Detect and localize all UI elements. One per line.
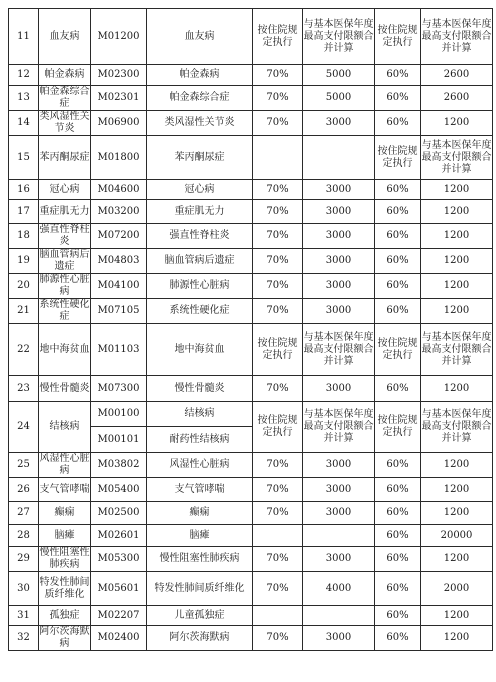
disease-name-cell: 苯丙酮尿症 — [147, 136, 253, 180]
disease-category-cell: 苯丙酮尿症 — [39, 136, 91, 180]
disease-code-cell: M02500 — [91, 502, 147, 525]
special-disease-table — [8, 8, 493, 651]
reimbursement-ratio-cell: 70% — [253, 478, 303, 502]
table-row — [9, 626, 493, 651]
disease-code-cell: M02301 — [91, 86, 147, 111]
reimbursement-ratio-cell: 70% — [253, 65, 303, 86]
payment-limit-2-cell: 2600 — [421, 65, 493, 86]
payment-limit-2-cell: 20000 — [421, 525, 493, 547]
reimbursement-ratio-cell: 按住院规定执行 — [253, 402, 303, 453]
table-body — [9, 9, 493, 651]
row-number-cell: 16 — [9, 180, 39, 200]
disease-name-cell: 冠心病 — [147, 180, 253, 200]
disease-code-cell: M02207 — [91, 606, 147, 626]
reimbursement-ratio-2-cell: 60% — [375, 572, 421, 606]
disease-name-cell: 癫痫 — [147, 502, 253, 525]
reimbursement-ratio-2-cell: 60% — [375, 626, 421, 651]
row-number-cell: 27 — [9, 502, 39, 525]
disease-name-cell: 支气管哮喘 — [147, 478, 253, 502]
payment-limit-2-cell: 2600 — [421, 86, 493, 111]
row-number-cell: 21 — [9, 299, 39, 324]
row-number-cell: 23 — [9, 376, 39, 402]
payment-limit-cell — [303, 606, 375, 626]
row-number-cell: 18 — [9, 224, 39, 249]
disease-category-cell: 血友病 — [39, 9, 91, 65]
table-row — [9, 402, 493, 427]
disease-category-cell: 风湿性心脏病 — [39, 453, 90, 476]
payment-limit-2-cell: 1200 — [421, 224, 493, 249]
payment-limit-2-cell: 1200 — [421, 626, 493, 651]
disease-code-cell: M02601 — [91, 525, 147, 547]
disease-name-cell: 强直性脊柱炎 — [147, 224, 253, 249]
disease-name-cell: 风湿性心脏病 — [147, 453, 253, 478]
row-number-cell: 12 — [9, 65, 39, 86]
table-row — [9, 502, 493, 525]
reimbursement-ratio-cell: 70% — [253, 547, 303, 572]
reimbursement-ratio-cell — [253, 606, 303, 626]
payment-limit-2-cell: 1200 — [421, 502, 493, 525]
disease-category-cell: 支气管哮喘 — [39, 478, 91, 502]
disease-category-cell: 类风湿性关节炎 — [39, 111, 90, 134]
disease-category-cell: 慢性骨髓炎 — [39, 376, 91, 402]
disease-code-cell: M01103 — [91, 324, 147, 376]
table-row — [9, 274, 493, 299]
row-number-cell: 26 — [9, 478, 39, 502]
reimbursement-ratio-2-cell: 60% — [375, 525, 421, 547]
payment-limit-cell: 3000 — [303, 249, 375, 274]
disease-name-cell: 慢性阻塞性肺疾病 — [147, 547, 253, 572]
disease-category-cell: 孤独症 — [39, 606, 91, 626]
disease-code-cell: M01200 — [91, 9, 147, 65]
row-number-cell: 29 — [9, 547, 39, 572]
payment-limit-2-cell: 1200 — [421, 376, 493, 402]
reimbursement-ratio-2-cell: 60% — [375, 606, 421, 626]
disease-category-cell: 特发性肺间质纤维化 — [39, 572, 91, 606]
table-row — [9, 65, 493, 86]
table-row — [9, 376, 493, 402]
disease-name-cell: 结核病 — [147, 402, 253, 427]
disease-name-cell: 类风湿性关节炎 — [147, 111, 253, 136]
reimbursement-ratio-cell: 70% — [253, 274, 303, 299]
reimbursement-ratio-cell: 70% — [253, 376, 303, 402]
reimbursement-ratio-cell: 70% — [253, 86, 303, 111]
table-row — [9, 9, 493, 65]
payment-limit-cell: 5000 — [303, 86, 375, 111]
table-row — [9, 478, 493, 502]
disease-code-cell: M02400 — [91, 626, 147, 651]
reimbursement-ratio-2-cell: 60% — [375, 249, 421, 274]
payment-limit-cell: 3000 — [303, 547, 375, 572]
disease-name-cell: 特发性肺间质纤维化 — [147, 572, 253, 606]
disease-name-cell: 耐药性结核病 — [147, 427, 253, 453]
reimbursement-ratio-cell: 按住院规定执行 — [253, 324, 303, 376]
row-number-cell: 25 — [9, 453, 39, 478]
reimbursement-ratio-cell: 70% — [253, 249, 303, 274]
reimbursement-ratio-2-cell: 60% — [375, 65, 421, 86]
disease-name-cell: 系统性硬化症 — [147, 299, 253, 324]
disease-name-cell: 儿童孤独症 — [147, 606, 253, 626]
disease-code-cell: M00100 — [91, 402, 147, 427]
row-number-cell: 32 — [9, 626, 39, 651]
reimbursement-ratio-cell: 70% — [253, 224, 303, 249]
disease-code-cell: M03802 — [91, 453, 147, 478]
payment-limit-cell: 3000 — [303, 502, 375, 525]
reimbursement-ratio-2-cell: 按住院规定执行 — [375, 324, 421, 376]
payment-limit-cell: 与基本医保年度最高支付限额合并计算 — [303, 324, 375, 376]
disease-code-cell: M04803 — [91, 249, 147, 274]
table-row — [9, 224, 493, 249]
payment-limit-cell: 5000 — [303, 65, 375, 86]
disease-code-cell: M07200 — [91, 224, 147, 249]
row-number-cell: 30 — [9, 572, 39, 606]
reimbursement-ratio-2-cell: 60% — [375, 274, 421, 299]
payment-limit-cell: 3000 — [303, 376, 375, 402]
disease-code-cell: M06900 — [91, 111, 147, 136]
payment-limit-2-cell: 1200 — [421, 478, 493, 502]
reimbursement-ratio-cell: 70% — [253, 453, 303, 478]
disease-category-cell: 脑血管病后遗症 — [39, 249, 90, 272]
disease-category-cell: 结核病 — [39, 402, 91, 453]
disease-name-cell: 肺源性心脏病 — [147, 274, 253, 299]
payment-limit-cell: 与基本医保年度最高支付限额合并计算 — [303, 402, 375, 453]
disease-code-cell: M02300 — [91, 65, 147, 86]
payment-limit-2-cell: 2000 — [421, 572, 493, 606]
reimbursement-ratio-cell: 70% — [253, 572, 303, 606]
reimbursement-ratio-2-cell: 60% — [375, 478, 421, 502]
row-number-cell: 28 — [9, 525, 39, 547]
payment-limit-2-cell: 1200 — [421, 111, 493, 136]
payment-limit-cell — [303, 525, 375, 547]
disease-name-cell: 阿尔茨海默病 — [147, 626, 253, 651]
reimbursement-ratio-cell: 70% — [253, 111, 303, 136]
payment-limit-cell: 3000 — [303, 200, 375, 224]
table-row — [9, 324, 493, 376]
table-row — [9, 453, 493, 478]
disease-category-cell: 阿尔茨海默病 — [39, 626, 90, 649]
payment-limit-2-cell: 1200 — [421, 606, 493, 626]
payment-limit-2-cell: 与基本医保年度最高支付限额合并计算 — [421, 324, 493, 376]
payment-limit-cell: 3000 — [303, 453, 375, 478]
table-row — [9, 572, 493, 606]
payment-limit-2-cell: 1200 — [421, 274, 493, 299]
row-number-cell: 17 — [9, 200, 39, 224]
payment-limit-2-cell: 与基本医保年度最高支付限额合并计算 — [421, 136, 493, 180]
payment-limit-2-cell: 1200 — [421, 249, 493, 274]
table-row — [9, 111, 493, 136]
row-number-cell: 15 — [9, 136, 39, 180]
payment-limit-cell: 3000 — [303, 299, 375, 324]
disease-category-cell: 脑瘫 — [39, 525, 91, 547]
disease-name-cell: 血友病 — [147, 9, 253, 65]
row-number-cell: 22 — [9, 324, 39, 376]
payment-limit-cell: 3000 — [303, 224, 375, 249]
payment-limit-2-cell: 1200 — [421, 453, 493, 478]
reimbursement-ratio-cell: 按住院规定执行 — [253, 9, 303, 65]
table-row — [9, 180, 493, 200]
payment-limit-cell: 3000 — [303, 478, 375, 502]
payment-limit-cell: 4000 — [303, 572, 375, 606]
disease-name-cell: 脑瘫 — [147, 525, 253, 547]
reimbursement-ratio-2-cell: 60% — [375, 200, 421, 224]
payment-limit-2-cell: 1200 — [421, 180, 493, 200]
disease-name-cell: 地中海贫血 — [147, 324, 253, 376]
reimbursement-ratio-2-cell: 60% — [375, 224, 421, 249]
reimbursement-ratio-2-cell: 60% — [375, 111, 421, 136]
row-number-cell: 11 — [9, 9, 39, 65]
payment-limit-cell: 与基本医保年度最高支付限额合并计算 — [303, 9, 375, 65]
row-number-cell: 13 — [9, 86, 39, 111]
disease-category-cell: 系统性硬化症 — [39, 299, 90, 322]
reimbursement-ratio-2-cell: 60% — [375, 502, 421, 525]
disease-category-cell: 帕金森病 — [39, 65, 91, 86]
row-number-cell: 24 — [9, 402, 39, 453]
row-number-cell: 14 — [9, 111, 39, 136]
table-row — [9, 299, 493, 324]
disease-category-cell: 冠心病 — [39, 180, 91, 200]
disease-category-cell: 强直性脊柱炎 — [39, 224, 90, 247]
payment-limit-2-cell: 1200 — [421, 299, 493, 324]
table-row — [9, 86, 493, 111]
payment-limit-2-cell: 1200 — [421, 200, 493, 224]
payment-limit-2-cell: 与基本医保年度最高支付限额合并计算 — [421, 402, 493, 453]
payment-limit-cell: 3000 — [303, 626, 375, 651]
disease-code-cell: M05601 — [91, 572, 147, 606]
disease-name-cell: 帕金森病 — [147, 65, 253, 86]
reimbursement-ratio-cell — [253, 136, 303, 180]
reimbursement-ratio-2-cell: 按住院规定执行 — [375, 136, 421, 180]
table-row — [9, 547, 493, 572]
disease-code-cell: M05400 — [91, 478, 147, 502]
disease-category-cell: 地中海贫血 — [39, 324, 91, 376]
payment-limit-cell — [303, 136, 375, 180]
disease-code-cell: M07300 — [91, 376, 147, 402]
reimbursement-ratio-2-cell: 按住院规定执行 — [375, 9, 421, 65]
reimbursement-ratio-cell: 70% — [253, 502, 303, 525]
disease-code-cell: M03200 — [91, 200, 147, 224]
reimbursement-ratio-cell: 70% — [253, 180, 303, 200]
disease-name-cell: 帕金森综合症 — [147, 86, 253, 111]
row-number-cell: 20 — [9, 274, 39, 299]
table-row — [9, 606, 493, 626]
reimbursement-ratio-2-cell: 60% — [375, 180, 421, 200]
reimbursement-ratio-2-cell: 60% — [375, 86, 421, 111]
disease-name-cell: 慢性骨髓炎 — [147, 376, 253, 402]
table-row — [9, 136, 493, 180]
disease-category-cell: 帕金森综合症 — [39, 86, 90, 109]
table-row — [9, 525, 493, 547]
reimbursement-ratio-cell: 70% — [253, 200, 303, 224]
reimbursement-ratio-2-cell: 60% — [375, 299, 421, 324]
payment-limit-2-cell: 与基本医保年度最高支付限额合并计算 — [421, 9, 493, 65]
reimbursement-ratio-cell: 70% — [253, 626, 303, 651]
reimbursement-ratio-2-cell: 60% — [375, 453, 421, 478]
disease-code-cell: M01800 — [91, 136, 147, 180]
disease-code-cell: M04600 — [91, 180, 147, 200]
row-number-cell: 19 — [9, 249, 39, 274]
disease-name-cell: 脑血管病后遗症 — [147, 249, 253, 274]
disease-code-cell: M05300 — [91, 547, 147, 572]
table-row — [9, 249, 493, 274]
payment-limit-cell: 3000 — [303, 180, 375, 200]
disease-code-cell: M07105 — [91, 299, 147, 324]
payment-limit-cell: 3000 — [303, 274, 375, 299]
disease-category-cell: 肺源性心脏病 — [39, 274, 90, 297]
reimbursement-ratio-cell — [253, 525, 303, 547]
disease-code-cell: M04100 — [91, 274, 147, 299]
disease-category-cell: 癫痫 — [39, 502, 91, 525]
reimbursement-ratio-2-cell: 60% — [375, 547, 421, 572]
disease-name-cell: 重症肌无力 — [147, 200, 253, 224]
disease-category-cell: 重症肌无力 — [39, 200, 91, 224]
row-number-cell: 31 — [9, 606, 39, 626]
reimbursement-ratio-cell: 70% — [253, 299, 303, 324]
payment-limit-2-cell: 1200 — [421, 547, 493, 572]
disease-category-cell: 慢性阻塞性肺疾病 — [39, 547, 90, 570]
reimbursement-ratio-2-cell: 60% — [375, 376, 421, 402]
policy-table-page — [8, 8, 493, 651]
table-row — [9, 200, 493, 224]
reimbursement-ratio-2-cell: 按住院规定执行 — [375, 402, 421, 453]
payment-limit-cell: 3000 — [303, 111, 375, 136]
disease-code-cell: M00101 — [91, 427, 147, 453]
